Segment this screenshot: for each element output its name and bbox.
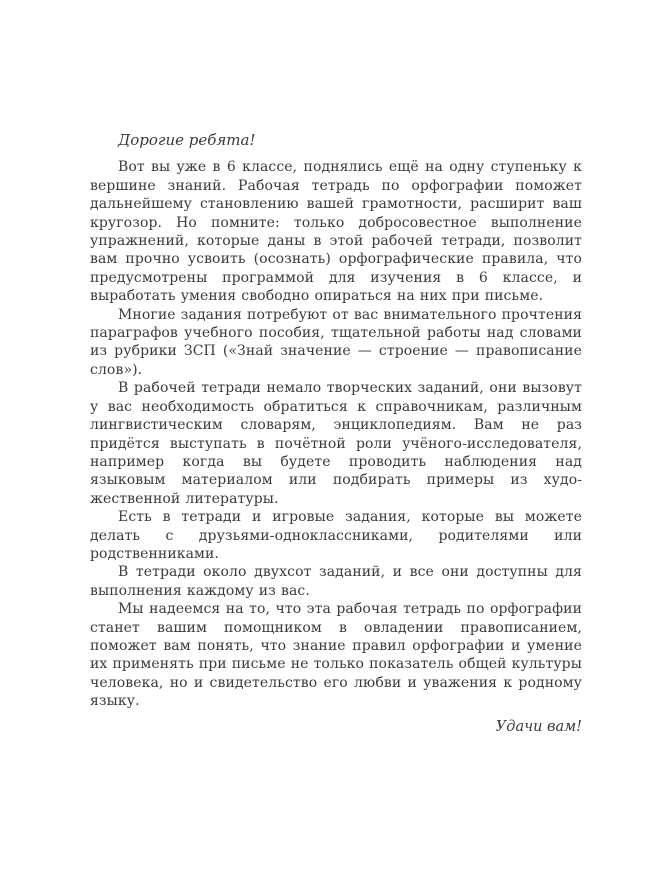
paragraph-closing-hope: Мы надеемся на то, что эта рабочая тетрадь по орфографии станет вашим помощником в овладении правописанием, поможет вам понять, что знание правил орфографии и умение их применять при письме не только показатель общей культуры человека, но и свидетельство его любви и уважения к родному языку. [90,601,582,710]
paragraph-task-count: В тетради около двухсот заданий, и все они доступны для выполнения каждому из вас. [90,564,582,599]
paragraph-intro: Вот вы уже в 6 классе, поднялись ещё на одну ступеньку к вершине знаний. Рабочая тетрадь по орфографии поможет дальнейшему становлению вашей грамотности, расширит ваш кругозор. Но помните: только добросовестное выполнение упражнений, которые даны в этой рабочей тетради, позволит вам прочно усвоить (осознать) орфографические правила, что предусмотрены программой для изучения в 6 классе, и выработать умения свободно опираться на них при письме. [90,159,582,305]
greeting-heading: Дорогие ребята! [118,131,256,149]
signature-good-luck: Удачи вам! [495,718,582,735]
paragraph-game-tasks: Есть в тетради и игровые задания, которые вы можете делать с друзьями-одноклассниками, родителями или родственниками. [90,509,582,562]
paragraph-tasks-reading: Многие задания потребуют от вас внимательного прочтения параграфов учебного пособия, тщательной работы над словами из рубрики ЗСП («Знай значение — строение — правописание слов»). [90,306,582,378]
paragraph-creative-tasks: В рабочей тетради немало творческих заданий, они вызовут у вас необходимость обратиться к справочникам, различным лингвистическим словарям, энциклопедиям. Вам не раз придётся выступать в почётной роли учёного-исследователя, например когда вы будете проводить наблюдения над языковым материалом или подбирать примеры из художественной литературы. [90,380,582,507]
page-text-block [90,131,582,736]
